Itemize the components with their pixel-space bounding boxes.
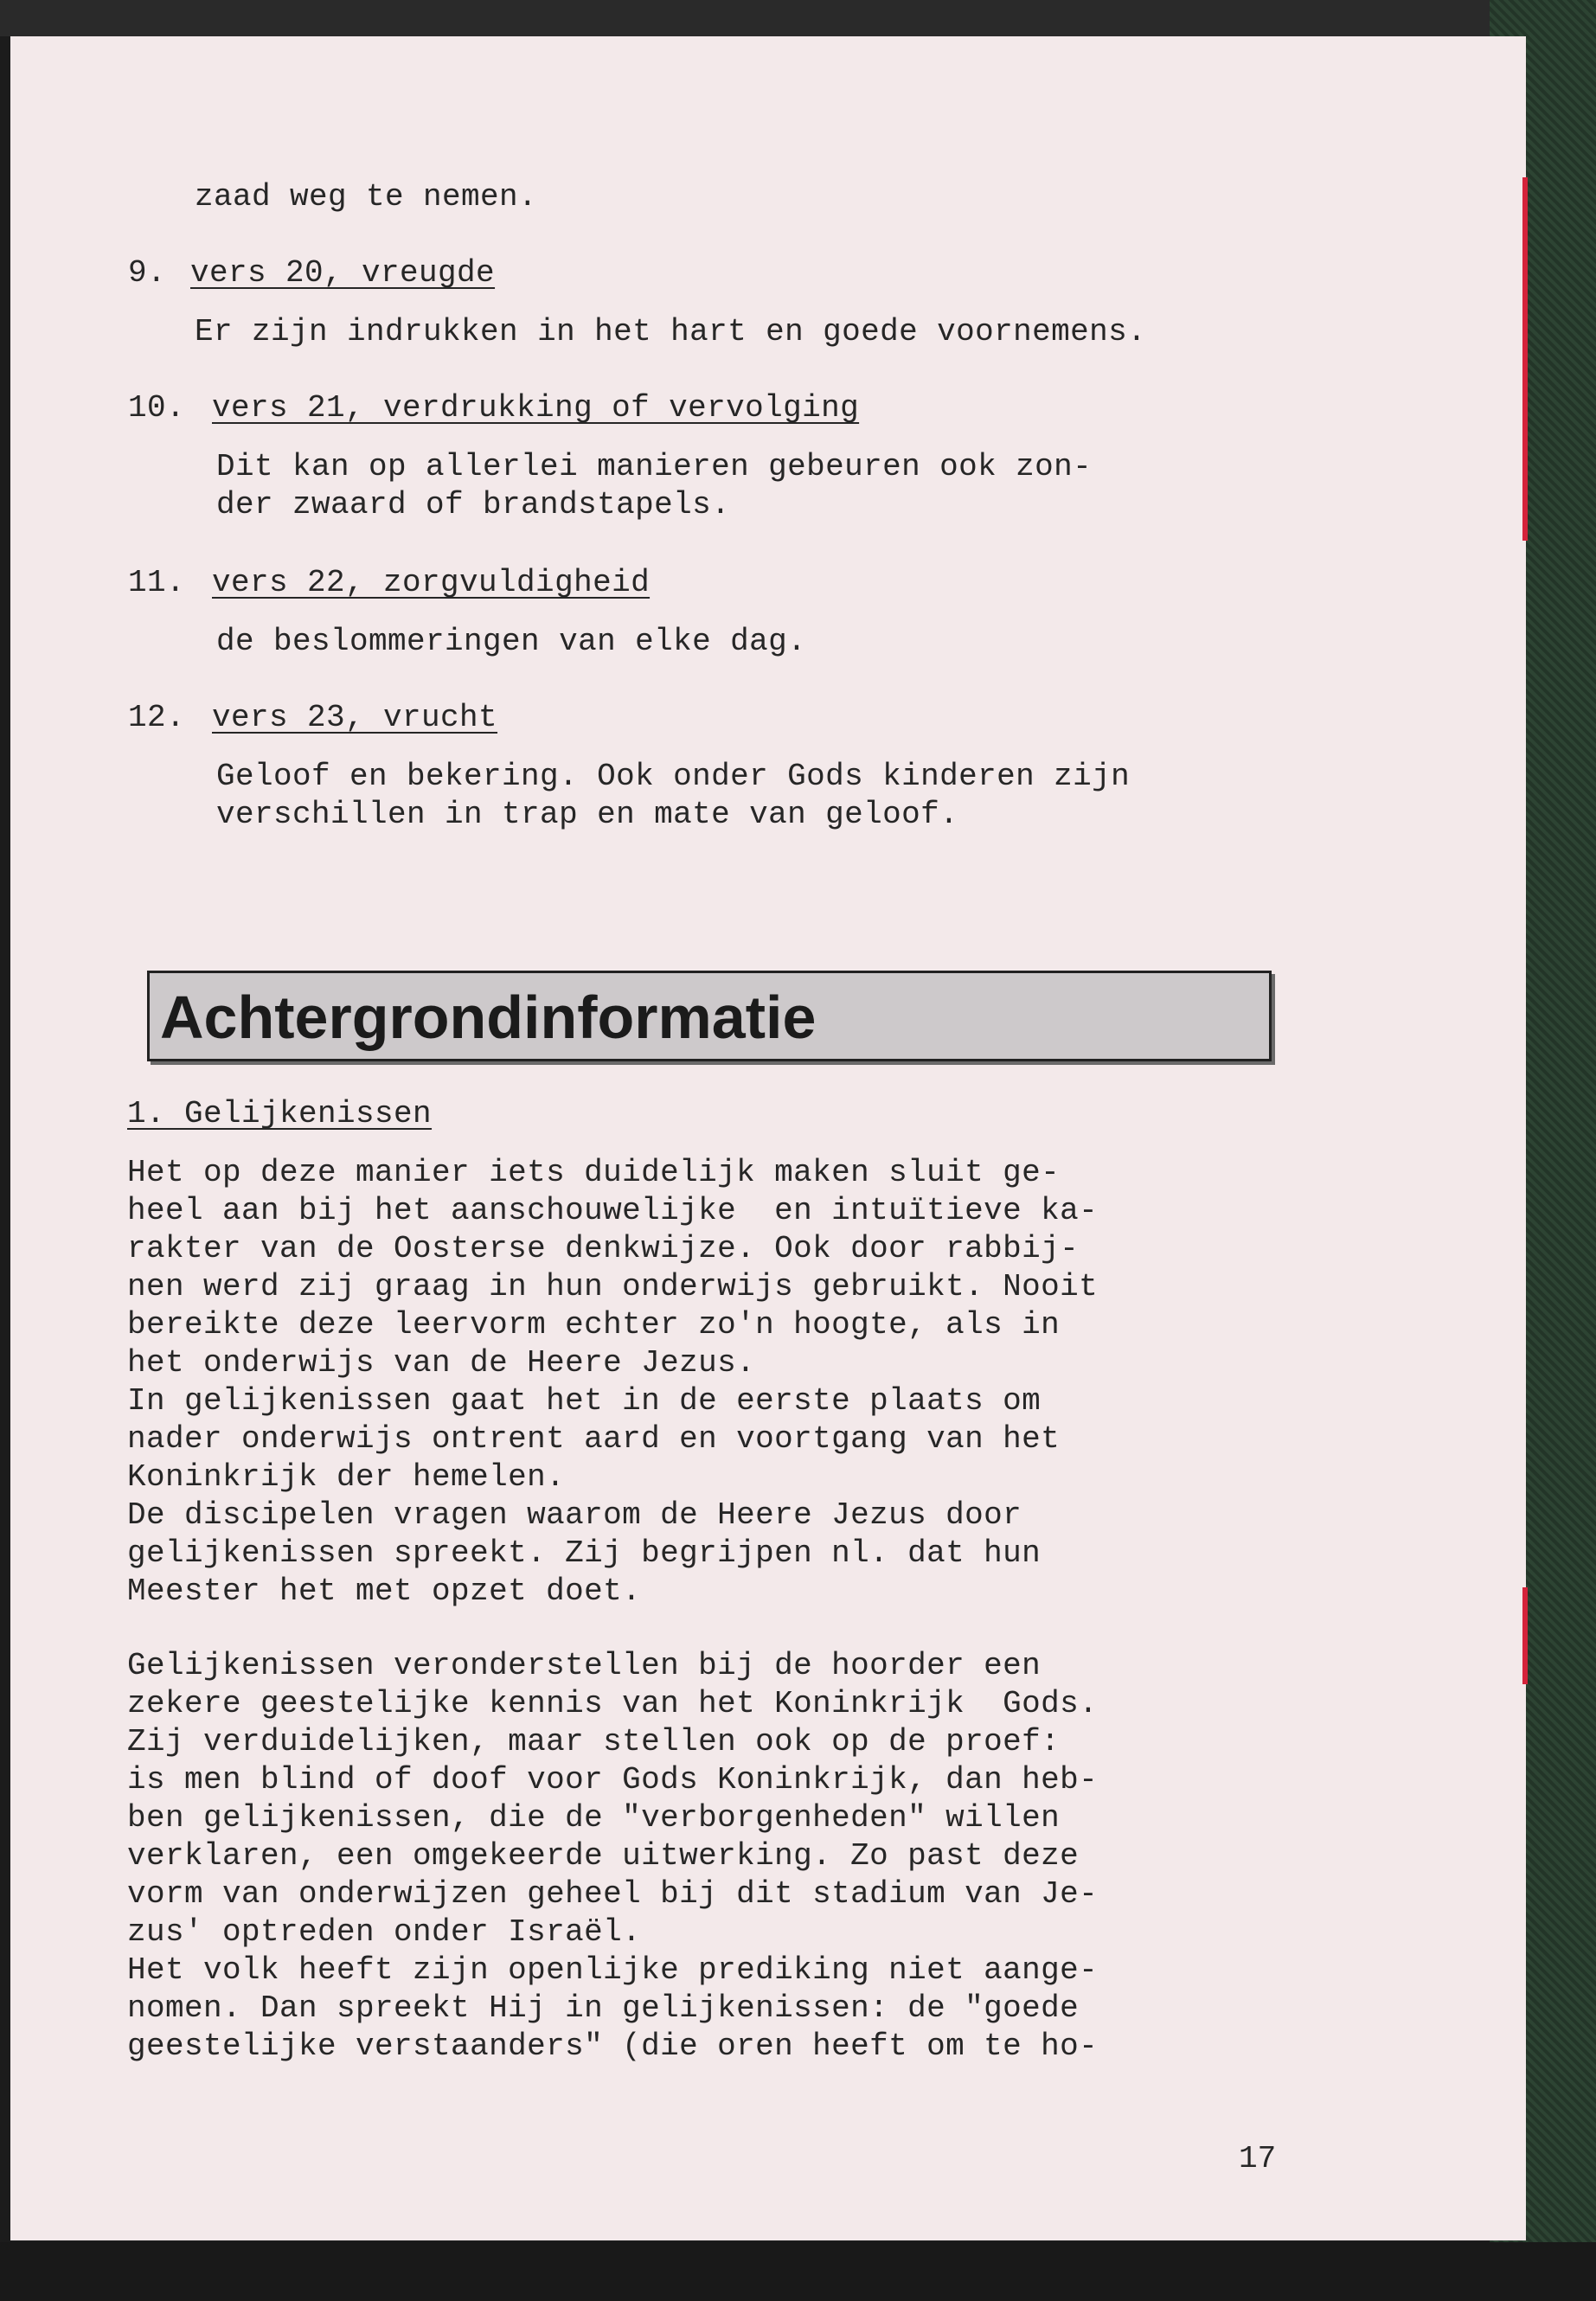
section-heading: Achtergrondinformatie (160, 984, 817, 1051)
red-tab-marker (1522, 177, 1528, 541)
paragraph-line: Het op deze manier iets duidelijk maken sluit ge- (127, 1155, 1061, 1190)
scan-bottom-edge (0, 2242, 1596, 2301)
paragraph-line: nomen. Dan spreekt Hij in gelijkenissen: de "goede (127, 1990, 1080, 2026)
book-page (10, 36, 1526, 2240)
list-item-text: Er zijn indrukken in het hart en goede voornemens. (195, 314, 1147, 349)
paragraph-line: is men blind of doof voor Gods Koninkrijk, dan heb- (127, 1762, 1099, 1798)
list-item-number: 10. (128, 390, 186, 426)
paragraph-line: zekere geestelijke kennis van het Koninkrijk Gods. (127, 1686, 1099, 1721)
paragraph-line: Meester het met opzet doet. (127, 1574, 642, 1609)
list-item-text: Dit kan op allerlei manieren gebeuren ook zon- (216, 449, 1093, 484)
list-item-number: 9. (128, 255, 167, 291)
paragraph-line: Gelijkenissen veronderstellen bij de hoorder een (127, 1648, 1042, 1683)
scan-top-edge (0, 0, 1596, 36)
paragraph-line: Koninkrijk der hemelen. (127, 1459, 566, 1495)
list-item-heading: vers 20, vreugde (190, 255, 496, 291)
section-heading-box (147, 971, 1272, 1061)
paragraph-line: ben gelijkenissen, die de "verborgenheden" willen (127, 1800, 1061, 1836)
list-item-heading: vers 23, vrucht (212, 700, 498, 735)
list-item-number: 11. (128, 565, 186, 600)
paragraph-line: geestelijke verstaanders" (die oren heeft om te ho- (127, 2029, 1099, 2064)
list-item-text: de beslommeringen van elke dag. (216, 624, 807, 659)
list-item-text: Geloof en bekering. Ook onder Gods kinderen zijn (216, 759, 1131, 794)
list-item-text: verschillen in trap en mate van geloof. (216, 797, 959, 832)
paragraph-line: Zij verduidelijken, maar stellen ook op de proef: (127, 1724, 1061, 1759)
paragraph-line: zus' optreden onder Israël. (127, 1914, 642, 1950)
red-tab-marker (1522, 1587, 1528, 1684)
paragraph-line: gelijkenissen spreekt. Zij begrijpen nl. dat hun (127, 1535, 1042, 1571)
list-continuation: zaad weg te nemen. (195, 179, 538, 215)
subsection-heading: 1. Gelijkenissen (127, 1096, 433, 1131)
paragraph-line: rakter van de Oosterse denkwijze. Ook door rabbij- (127, 1231, 1080, 1266)
list-item-heading: vers 21, verdrukking of vervolging (212, 390, 860, 426)
paragraph-line: Het volk heeft zijn openlijke prediking niet aange- (127, 1952, 1099, 1988)
paragraph-line: nen werd zij graag in hun onderwijs gebruikt. Nooit (127, 1269, 1099, 1304)
list-item-number: 12. (128, 700, 186, 735)
paragraph-line: nader onderwijs ontrent aard en voortgang van het (127, 1421, 1061, 1457)
list-item-text: der zwaard of brandstapels. (216, 487, 731, 522)
paragraph-line: In gelijkenissen gaat het in de eerste plaats om (127, 1383, 1042, 1419)
paragraph-line: heel aan bij het aanschouwelijke en intuïtieve ka- (127, 1193, 1099, 1228)
page-number: 17 (1239, 2141, 1277, 2176)
list-item-heading: vers 22, zorgvuldigheid (212, 565, 651, 600)
paragraph-line: het onderwijs van de Heere Jezus. (127, 1345, 756, 1381)
paragraph-line: vorm van onderwijzen geheel bij dit stadium van Je- (127, 1876, 1099, 1912)
paragraph-line: verklaren, een omgekeerde uitwerking. Zo past deze (127, 1838, 1080, 1874)
paragraph-line: bereikte deze leervorm echter zo'n hoogte, als in (127, 1307, 1061, 1343)
paragraph-line: De discipelen vragen waarom de Heere Jezus door (127, 1497, 1022, 1533)
